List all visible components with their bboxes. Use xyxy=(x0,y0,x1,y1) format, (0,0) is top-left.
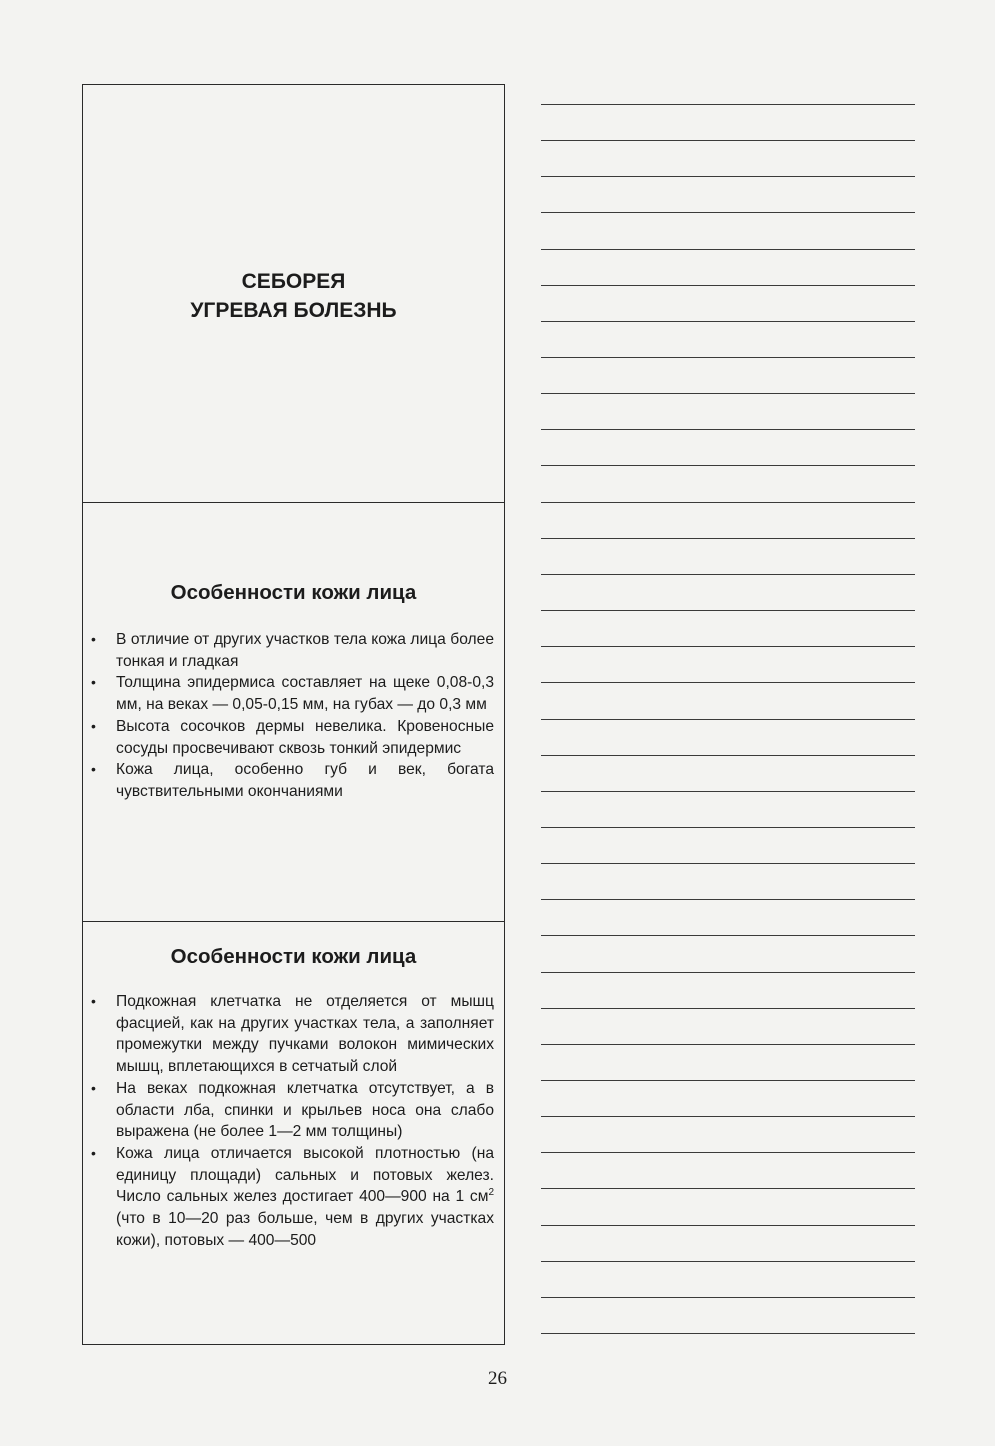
note-line xyxy=(541,1008,915,1009)
superscript-2: 2 xyxy=(488,1187,494,1199)
bullet-text: Подкожная клетчатка не отделяется от мышц фасцией, как на других участках тела, а заполняет промежутки между пучками волокон мимических мышц, вплетающихся в сетчатый слой xyxy=(116,993,494,1076)
bullet-item xyxy=(83,1078,494,1143)
note-line xyxy=(541,899,915,900)
bullet-item xyxy=(83,716,494,759)
note-line xyxy=(541,1261,915,1262)
bullet-item xyxy=(83,991,494,1078)
note-line xyxy=(541,1225,915,1226)
note-line xyxy=(541,682,915,683)
note-lines xyxy=(541,0,915,1446)
note-line xyxy=(541,429,915,430)
note-line xyxy=(541,755,915,756)
note-line xyxy=(541,285,915,286)
bullet-text-part-2: (что в 10—20 раз больше, чем в других участках кожи), потовых — 400—500 xyxy=(116,1210,494,1249)
bullet-item xyxy=(83,759,494,802)
bullet-dot: • xyxy=(91,761,96,778)
bullet-text: В отличие от других участков тела кожа лица более тонкая и гладкая xyxy=(116,631,494,670)
slide-heading: Особенности кожи лица xyxy=(170,581,417,604)
page-number: 26 xyxy=(488,1368,507,1389)
bullet-text-part-1: Кожа лица отличается высокой плотностью (на единицу площади) сальных и потовых желез. Число сальных желез достигает 400—900 на 1 см xyxy=(116,1144,494,1206)
note-line xyxy=(541,972,915,973)
note-line xyxy=(541,465,915,466)
note-line xyxy=(541,1116,915,1117)
note-line xyxy=(541,1080,915,1081)
bullet-item xyxy=(83,629,494,672)
bullet-item xyxy=(83,672,494,715)
note-line xyxy=(541,574,915,575)
note-line xyxy=(541,610,915,611)
note-line xyxy=(541,1044,915,1045)
note-line xyxy=(541,863,915,864)
note-line xyxy=(541,393,915,394)
bullet-dot: • xyxy=(91,631,96,647)
slide-frames xyxy=(82,84,505,1345)
title-slide xyxy=(83,85,504,503)
slide-facial-skin-2 xyxy=(83,922,504,1344)
note-line xyxy=(541,538,915,539)
note-line xyxy=(541,1297,915,1298)
note-line xyxy=(541,646,915,647)
bullet-text: На веках подкожная клетчатка отсутствует, а в области лба, спинки и крыльев носа она слабо выражена (не более 1—2 мм толщины) xyxy=(116,1079,494,1141)
note-line xyxy=(541,935,915,936)
slide-heading: Особенности кожи лица xyxy=(170,945,417,968)
bullet-dot: • xyxy=(91,1144,96,1161)
bullet-dot: • xyxy=(91,717,96,734)
bullet-item xyxy=(83,1143,494,1252)
bullet-text: Высота сосочков дермы невелика. Кровеносные сосуды просвечивают сквозь тонкий эпидермис xyxy=(116,717,494,757)
bullet-dot: • xyxy=(91,1079,96,1096)
note-line xyxy=(541,1188,915,1189)
note-line xyxy=(541,502,915,503)
bullet-text: Толщина эпидермиса составляет на щеке 0,08-0,3 мм, на веках — 0,05-0,15 мм, на губах — до 0,3 мм xyxy=(116,674,494,714)
bullet-dot: • xyxy=(91,674,96,691)
bullet-text: Кожа лица, особенно губ и век, богата чувствительными окончаниями xyxy=(116,761,494,800)
slide-facial-skin-1 xyxy=(83,503,504,922)
title-line-2: УГРЕВАЯ БОЛЕЗНЬ xyxy=(190,299,397,322)
note-line xyxy=(541,249,915,250)
note-line xyxy=(541,1333,915,1334)
slide-title xyxy=(83,267,504,325)
note-line xyxy=(541,827,915,828)
note-line xyxy=(541,357,915,358)
note-line xyxy=(541,1152,915,1153)
title-line-1: СЕБОРЕЯ xyxy=(241,270,346,293)
note-line xyxy=(541,104,915,105)
note-line xyxy=(541,719,915,720)
note-line xyxy=(541,176,915,177)
note-line xyxy=(541,791,915,792)
note-line xyxy=(541,212,915,213)
bullet-list xyxy=(83,629,504,803)
note-line xyxy=(541,321,915,322)
bullet-list xyxy=(83,991,504,1251)
note-line xyxy=(541,140,915,141)
bullet-dot: • xyxy=(91,993,96,1009)
